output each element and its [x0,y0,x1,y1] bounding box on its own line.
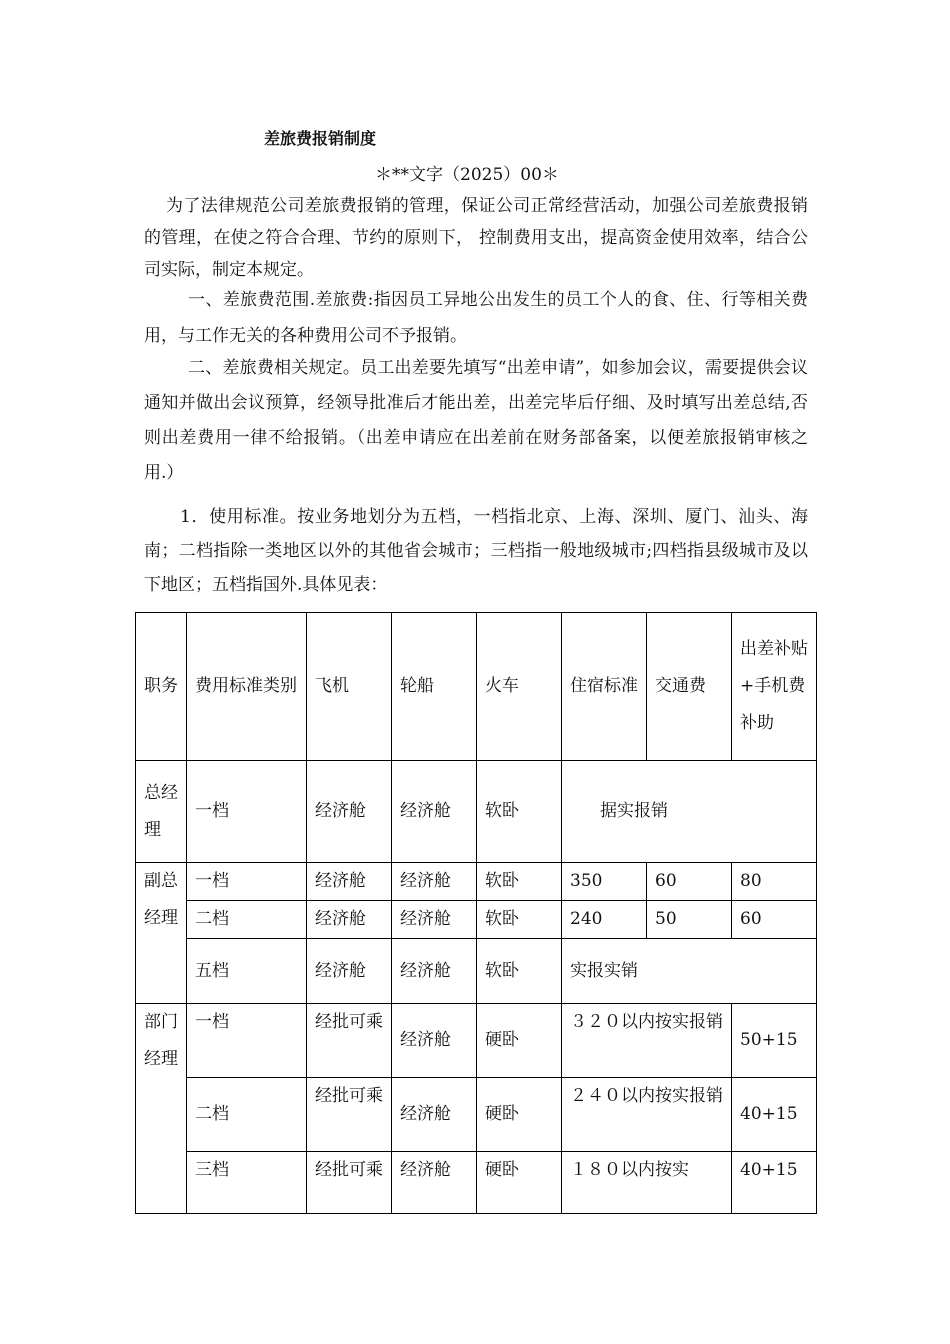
header-cell: 交通费 [647,613,732,761]
allowance-cell: 40+15 [732,1078,817,1152]
document-number: ＊**文字（2025）00＊ [375,165,559,185]
ship-cell: 经济舱 [392,939,477,1004]
ship-cell: 经济舱 [392,1004,477,1078]
expense-standard-table [135,612,817,1214]
table-row [136,1078,817,1152]
level-cell: 五档 [187,939,307,1004]
allowance-cell: 50+15 [732,1004,817,1078]
lodging-cell: 350 [562,863,647,901]
merged-reimburse-cell: 实报实销 [562,939,817,1004]
ship-cell: 经济舱 [392,1078,477,1152]
train-cell: 软卧 [477,901,562,939]
train-cell: 硬卧 [477,1004,562,1078]
role-cell: 副总经理 [136,863,187,1004]
table-row [136,1004,817,1078]
header-cell: 费用标准类别 [187,613,307,761]
lodging-transport-cell: ２４０以内按实报销 [562,1078,732,1152]
ship-cell: 经济舱 [392,901,477,939]
train-cell: 软卧 [477,939,562,1004]
allowance-cell: 60 [732,901,817,939]
plane-cell: 经济舱 [307,901,392,939]
header-cell: 飞机 [307,613,392,761]
ship-cell: 经济舱 [392,1152,477,1214]
table-row [136,939,817,1004]
transport-cell: 50 [647,901,732,939]
level-cell: 二档 [187,901,307,939]
level-cell: 一档 [187,863,307,901]
lodging-transport-cell: ３２０以内按实报销 [562,1004,732,1078]
train-cell: 软卧 [477,761,562,863]
intro-paragraph: 为了法律规范公司差旅费报销的管理，保证公司正常经营活动，加强公司差旅费报销的管理，在使之符合合理、节约的原则下， 控制费用支出，提高资金使用效率，结合公司实际，制定本规定。 [144,196,808,280]
header-cell: 火车 [477,613,562,761]
level-cell: 一档 [187,761,307,863]
header-cell: 住宿标准 [562,613,647,761]
header-cell: 出差补贴+手机费补助 [732,613,817,761]
plane-cell: 经批可乘 [307,1078,392,1152]
role-cell: 总经理 [136,761,187,863]
lodging-transport-cell: １８０以内按实 [562,1152,732,1214]
allowance-cell: 80 [732,863,817,901]
table-row [136,761,817,863]
lodging-cell: 240 [562,901,647,939]
table-row [136,863,817,901]
header-cell: 职务 [136,613,187,761]
table-header-row [136,613,817,761]
document-title: 差旅费报销制度 [264,129,377,148]
plane-cell: 经济舱 [307,863,392,901]
train-cell: 硬卧 [477,1078,562,1152]
train-cell: 软卧 [477,863,562,901]
allowance-cell: 40+15 [732,1152,817,1214]
level-cell: 二档 [187,1078,307,1152]
plane-cell: 经济舱 [307,939,392,1004]
plane-cell: 经济舱 [307,761,392,863]
plane-cell: 经批可乘 [307,1004,392,1078]
transport-cell: 60 [647,863,732,901]
usage-standard-paragraph: 1．使用标准。按业务地划分为五档，一档指北京、上海、深圳、厦门、汕头、海南；二档指除一类地区以外的其他省会城市；三档指一般地级城市;四档指县级城市及以下地区；五档指国外.具体见表： [144,507,808,595]
role-cell: 部门经理 [136,1004,187,1214]
table-row [136,901,817,939]
section-1-paragraph: 一、差旅费范围.差旅费:指因员工异地公出发生的员工个人的食、住、行等相关费用，与工作无关的各种费用公司不予报销。 [144,290,808,346]
section-2-paragraph: 二、差旅费相关规定。员工出差要先填写“出差申请”，如参加会议，需要提供会议通知并做出会议预算，经领导批准后才能出差，出差完毕后仔细、及时填写出差总结,否则出差费用一律不给报销。（出差申请应在出差前在财务部备案，以便差旅报销审核之用.） [144,358,808,483]
ship-cell: 经济舱 [392,863,477,901]
level-cell: 一档 [187,1004,307,1078]
train-cell: 硬卧 [477,1152,562,1214]
ship-cell: 经济舱 [392,761,477,863]
merged-reimburse-cell: 据实报销 [562,761,817,863]
header-cell: 轮船 [392,613,477,761]
plane-cell: 经批可乘 [307,1152,392,1214]
table-row [136,1152,817,1214]
level-cell: 三档 [187,1152,307,1214]
